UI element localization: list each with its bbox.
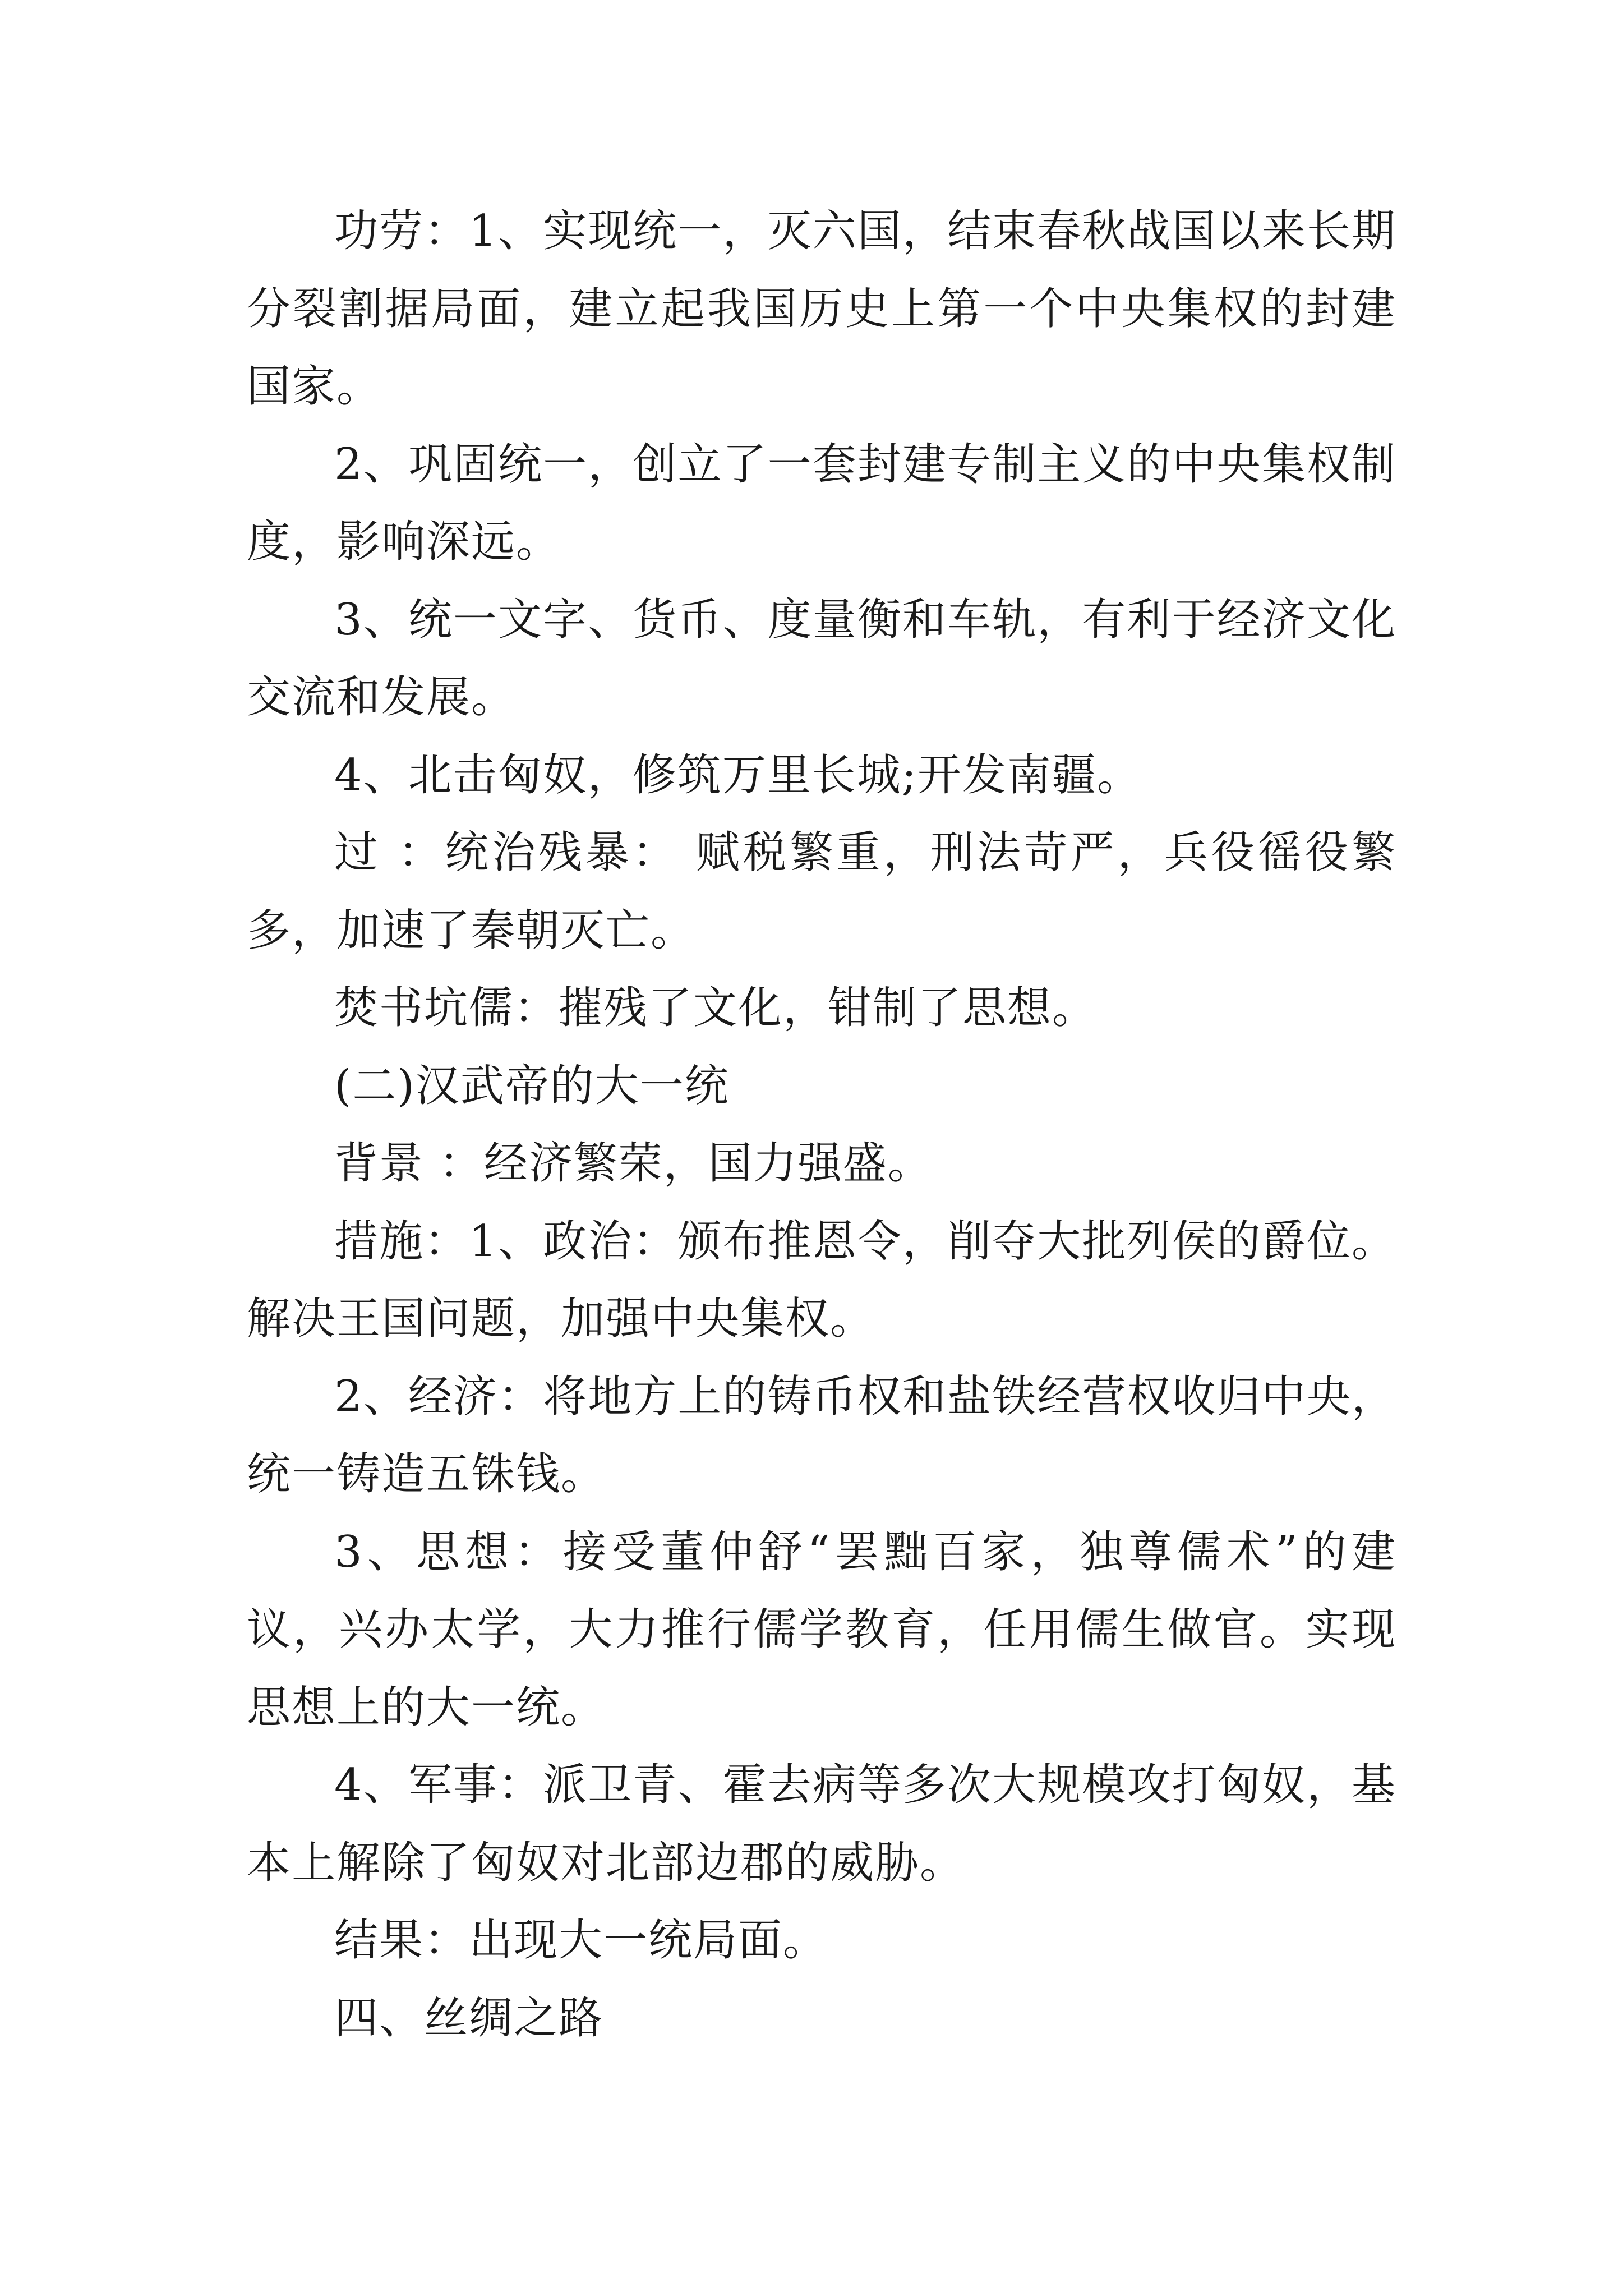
paragraph-book-burning: 焚书坑儒：摧残了文化，钳制了思想。 <box>334 983 1098 1033</box>
paragraph-merits-1: 功劳：1、实现统一，灭六国，结束春秋战国以来长期分裂割据局面，建立起我国历史上第一个中央集权的封建国家。 <box>247 206 1396 412</box>
paragraph-background: 背景 ：经济繁荣，国力强盛。 <box>334 1138 933 1189</box>
paragraph-measures-economy: 2、经济：将地方上的铸币权和盐铁经营权收归中央，统一铸造五铢钱。 <box>247 1371 1396 1499</box>
section-heading-silk-road: 四、丝绸之路 <box>334 1993 604 2044</box>
document-body <box>247 192 1396 2057</box>
paragraph-faults: 过 ：统治残暴： 赋税繁重，刑法苛严，兵役徭役繁多，加速了秦朝灭亡。 <box>247 827 1396 956</box>
paragraph-merits-3: 3、统一文字、货币、度量衡和车轨，有利于经济文化交流和发展。 <box>247 594 1396 723</box>
paragraph-merits-4: 4、北击匈奴，修筑万里长城;开发南疆。 <box>334 749 1142 800</box>
paragraph-merits-2: 2、巩固统一，创立了一套封建专制主义的中央集权制度，影响深远。 <box>247 439 1396 567</box>
paragraph-measures-military: 4、军事：派卫青、霍去病等多次大规模攻打匈奴，基本上解除了匈奴对北部边郡的威胁。 <box>247 1760 1396 1888</box>
paragraph-measures-politics: 措施：1、政治：颁布推恩令，削夺大批列侯的爵位。解决王国问题，加强中央集权。 <box>247 1216 1396 1344</box>
paragraph-result: 结果：出现大一统局面。 <box>334 1915 828 1966</box>
section-heading-han-wudi: (二)汉武帝的大一统 <box>334 1060 730 1111</box>
paragraph-measures-thought: 3、思想：接受董仲舒“罢黜百家，独尊儒术”的建议，兴办太学，大力推行儒学教育，任用儒生做官。实现思想上的大一统。 <box>247 1526 1396 1733</box>
